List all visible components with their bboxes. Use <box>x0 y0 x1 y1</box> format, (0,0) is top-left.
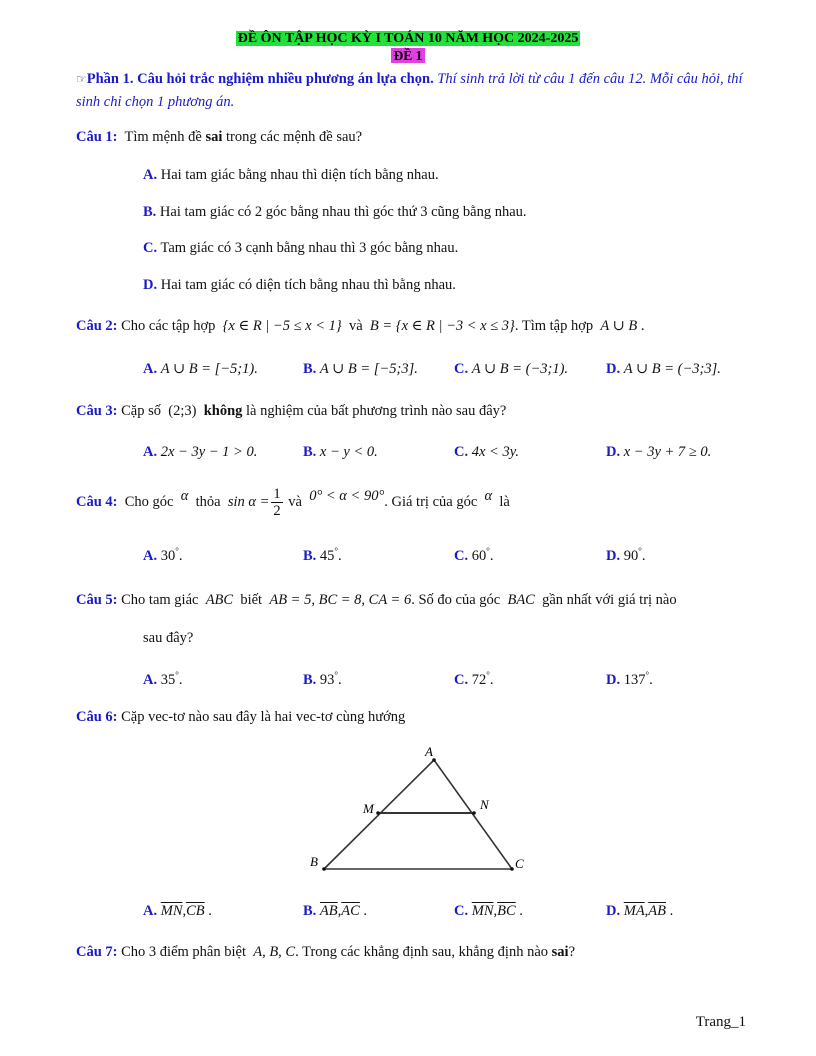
question-number: Câu 3: <box>76 403 118 419</box>
vector-2: $\overline{BC}$ <box>497 903 516 919</box>
option-value: 72 <box>471 671 487 688</box>
option-label: B. <box>303 671 317 688</box>
option-formula: A ∪ B = [−5;3]. <box>319 361 418 377</box>
segment-ab <box>324 760 434 869</box>
point-n <box>472 811 476 815</box>
option-label: D. <box>606 903 621 919</box>
label-m: M <box>363 801 374 816</box>
option-text: Hai tam giác có diện tích bằng nhau thì bằng nhau. <box>160 277 456 293</box>
question-emphasis: sai <box>205 129 223 145</box>
angle-name: BAC <box>507 592 535 608</box>
question-number: Câu 2: <box>76 318 118 334</box>
sides-formula: AB = 5, BC = 8, CA = 6 <box>269 592 412 608</box>
q5-option-b[interactable]: B. 93°. <box>303 670 342 688</box>
question-1 <box>76 129 362 146</box>
question-text: Cho các tập hợp <box>121 318 216 334</box>
option-formula: x − y < 0. <box>319 444 378 460</box>
option-label: B. <box>303 547 317 564</box>
sin-formula: sin α = <box>227 493 270 510</box>
question-text: . Số đo của góc <box>411 592 501 608</box>
option-label: A. <box>143 547 158 564</box>
q4-option-b[interactable]: B. 45°. <box>303 546 342 564</box>
label-n: N <box>480 797 489 812</box>
vector-1: $\overline{MA}$ <box>623 903 645 919</box>
question-number: Câu 5: <box>76 592 118 608</box>
q5-option-d[interactable]: D. 137°. <box>606 670 653 688</box>
question-text: biết <box>240 592 263 608</box>
question-text: Cặp vec-tơ nào sau đây là hai vec-tơ cùng hướng <box>121 709 406 725</box>
question-text: và <box>288 493 302 510</box>
option-formula: A ∪ B = (−3;3]. <box>623 361 721 377</box>
question-text: . Trong các khẳng định sau, khẳng định nào <box>295 944 549 960</box>
range-formula: 0° < α < 90° <box>309 487 385 504</box>
question-text: Cho góc <box>124 493 174 510</box>
question-text: trong các mệnh đề sau? <box>226 129 363 145</box>
q2-option-d[interactable] <box>606 361 721 378</box>
option-label: A. <box>143 361 158 377</box>
option-text: Tam giác có 3 cạnh bằng nhau thì 3 góc bằng nhau. <box>160 240 459 256</box>
option-label: A. <box>143 671 158 688</box>
option-label: D. <box>606 547 621 564</box>
question-text: sau đây? <box>143 630 194 646</box>
option-value: 90 <box>623 547 639 564</box>
option-label: C. <box>454 903 469 919</box>
point-b <box>322 867 326 871</box>
q6-option-c[interactable]: C. $\overline{MN},\overline{BC}$ . <box>454 903 523 919</box>
option-formula: 2x − 3y − 1 > 0. <box>160 444 258 460</box>
question-text: Cho tam giác <box>121 592 199 608</box>
degree-symbol: ° <box>486 546 490 556</box>
degree-symbol: ° <box>334 546 339 556</box>
points-formula: A, B, C <box>253 944 296 960</box>
point-c <box>510 867 514 871</box>
degree-symbol: ° <box>638 546 642 556</box>
q5-option-c[interactable]: C. 72°. <box>454 670 494 688</box>
question-emphasis: không <box>203 403 243 419</box>
option-label: D. <box>143 277 158 293</box>
degree-symbol: ° <box>334 670 339 680</box>
q4-option-a[interactable]: A. 30°. <box>143 546 183 564</box>
option-formula: A ∪ B = (−3;1). <box>471 361 569 377</box>
exam-code: ĐỀ 1 <box>391 48 426 63</box>
pair-formula: (2;3) <box>168 403 197 419</box>
part1-intro <box>76 68 746 114</box>
label-b: B <box>310 854 318 869</box>
part1-heading: Phần 1. Câu hỏi trắc nghiệm nhiều phương án lựa chọn. <box>86 71 434 87</box>
q3-option-c[interactable] <box>454 444 519 461</box>
vector-1: $\overline{MN}$ <box>471 903 494 919</box>
option-value: 30 <box>160 547 176 564</box>
question-number: Câu 7: <box>76 944 118 960</box>
option-formula: A ∪ B = [−5;1). <box>160 361 258 377</box>
option-label: B. <box>303 361 317 377</box>
option-text: Hai tam giác bằng nhau thì diện tích bằng nhau. <box>160 167 439 183</box>
option-label: A. <box>143 167 158 183</box>
q6-option-a[interactable]: A. $\overline{MN},\overline{CB}$ . <box>143 903 212 919</box>
vector-2: $\overline{CB}$ <box>186 903 205 919</box>
question-text: thỏa <box>195 493 221 510</box>
fraction-numerator: 1 <box>273 486 281 502</box>
q2-option-a[interactable] <box>143 361 258 378</box>
q6-option-d[interactable]: D. $\overline{MA},\overline{AB}$ . <box>606 903 674 919</box>
q4-option-c[interactable]: C. 60°. <box>454 546 494 564</box>
question-number: Câu 1: <box>76 129 118 145</box>
q2-option-c[interactable] <box>454 361 568 378</box>
question-6 <box>76 709 405 726</box>
exam-code-row <box>0 48 816 65</box>
q1-option-a[interactable] <box>143 167 439 184</box>
doc-title: ĐỀ ÔN TẬP HỌC KỲ I TOÁN 10 NĂM HỌC 2024-2025 <box>237 31 579 46</box>
fraction-denominator: 2 <box>273 503 281 519</box>
degree-symbol: ° <box>486 670 490 680</box>
triangle-name: ABC <box>205 592 234 608</box>
point-m <box>376 811 380 815</box>
doc-title-row <box>0 30 816 47</box>
q1-option-d[interactable] <box>143 277 456 294</box>
question-text: Tìm mệnh đề <box>124 129 202 145</box>
option-label: D. <box>606 671 621 688</box>
option-value: 35 <box>160 671 176 688</box>
question-text: Cặp số <box>121 403 161 419</box>
question-text: . Tìm tập hợp <box>514 318 594 334</box>
question-4 <box>76 486 510 519</box>
option-label: C. <box>454 547 469 564</box>
q6-option-b[interactable]: B. $\overline{AB},\overline{AC}$ . <box>303 903 368 919</box>
option-value: 45 <box>319 547 335 564</box>
degree-symbol: ° <box>175 546 179 556</box>
option-label: A. <box>143 903 158 919</box>
option-label: C. <box>143 240 158 256</box>
vector-1: $\overline{MN}$ <box>160 903 183 919</box>
triangle-figure <box>300 740 540 880</box>
option-value: 137 <box>623 671 646 688</box>
option-label: B. <box>303 444 317 460</box>
question-number: Câu 4: <box>76 493 118 510</box>
question-text: ? <box>568 944 576 960</box>
part1-instruction: Thí sinh trả lời từ câu 1 đến câu 12. Mỗi câu hỏi, thí sinh chỉ chọn 1 phương án. <box>76 71 743 110</box>
fraction <box>271 486 282 519</box>
question-text: là <box>499 493 510 510</box>
option-label: B. <box>143 204 157 220</box>
q3-option-d[interactable] <box>606 444 711 461</box>
option-label: C. <box>454 361 469 377</box>
option-label: C. <box>454 671 469 688</box>
q2-option-b[interactable] <box>303 361 418 378</box>
set-a-formula: {x ∈ R | −5 ≤ x < 1} <box>222 318 342 334</box>
question-5-line2 <box>143 630 193 647</box>
segment-ac <box>434 760 512 869</box>
option-label: D. <box>606 361 621 377</box>
q1-option-c[interactable] <box>143 240 458 257</box>
question-emphasis: sai <box>551 944 569 960</box>
question-3 <box>76 403 506 420</box>
degree-symbol: ° <box>645 670 650 680</box>
question-text: Cho 3 điểm phân biệt <box>121 944 246 960</box>
option-label: A. <box>143 444 158 460</box>
alpha-symbol: α <box>484 487 493 504</box>
q3-option-a[interactable] <box>143 444 257 461</box>
option-value: 60 <box>471 547 487 564</box>
option-text: Hai tam giác có 2 góc bằng nhau thì góc thứ 3 cũng bằng nhau. <box>159 204 527 220</box>
q5-option-a[interactable]: A. 35°. <box>143 670 183 688</box>
option-value: 93 <box>319 671 335 688</box>
question-text: và <box>348 318 363 334</box>
vector-2: $\overline{AB}$ <box>648 903 667 919</box>
question-number: Câu 6: <box>76 709 118 725</box>
question-7 <box>76 944 575 961</box>
option-label: D. <box>606 444 621 460</box>
target-formula: A ∪ B <box>600 318 638 334</box>
question-2: Câu 2: Cho các tập hợp {x ∈ R | −5 ≤ x < 1} và B = {x ∈ R | −3 < x ≤ 3}. Tìm tập hợp A ∪ B . <box>76 318 645 334</box>
vector-2: $\overline{AC}$ <box>341 903 360 919</box>
degree-symbol: ° <box>175 670 179 680</box>
question-5 <box>76 592 677 609</box>
alpha-symbol: α <box>180 487 189 504</box>
set-b-formula: B = {x ∈ R | −3 < x ≤ 3} <box>369 318 515 334</box>
pointing-hand-icon: ☞ <box>76 72 87 86</box>
option-formula: 4x < 3y. <box>471 444 519 460</box>
question-text: . Giá trị của góc <box>384 493 478 510</box>
option-formula: x − 3y + 7 ≥ 0. <box>623 444 712 460</box>
vector-1: $\overline{AB}$ <box>319 903 338 919</box>
label-c: C <box>515 856 524 871</box>
option-label: B. <box>303 903 317 919</box>
question-text: gần nhất với giá trị nào <box>542 592 677 608</box>
question-text: là nghiệm của bất phương trình nào sau đây? <box>246 403 507 419</box>
label-a: A <box>425 744 433 759</box>
page-number: Trang_1 <box>695 1014 746 1030</box>
option-label: C. <box>454 444 469 460</box>
q1-option-b[interactable] <box>143 204 527 221</box>
q3-option-b[interactable] <box>303 444 378 461</box>
q4-option-d[interactable]: D. 90°. <box>606 546 646 564</box>
